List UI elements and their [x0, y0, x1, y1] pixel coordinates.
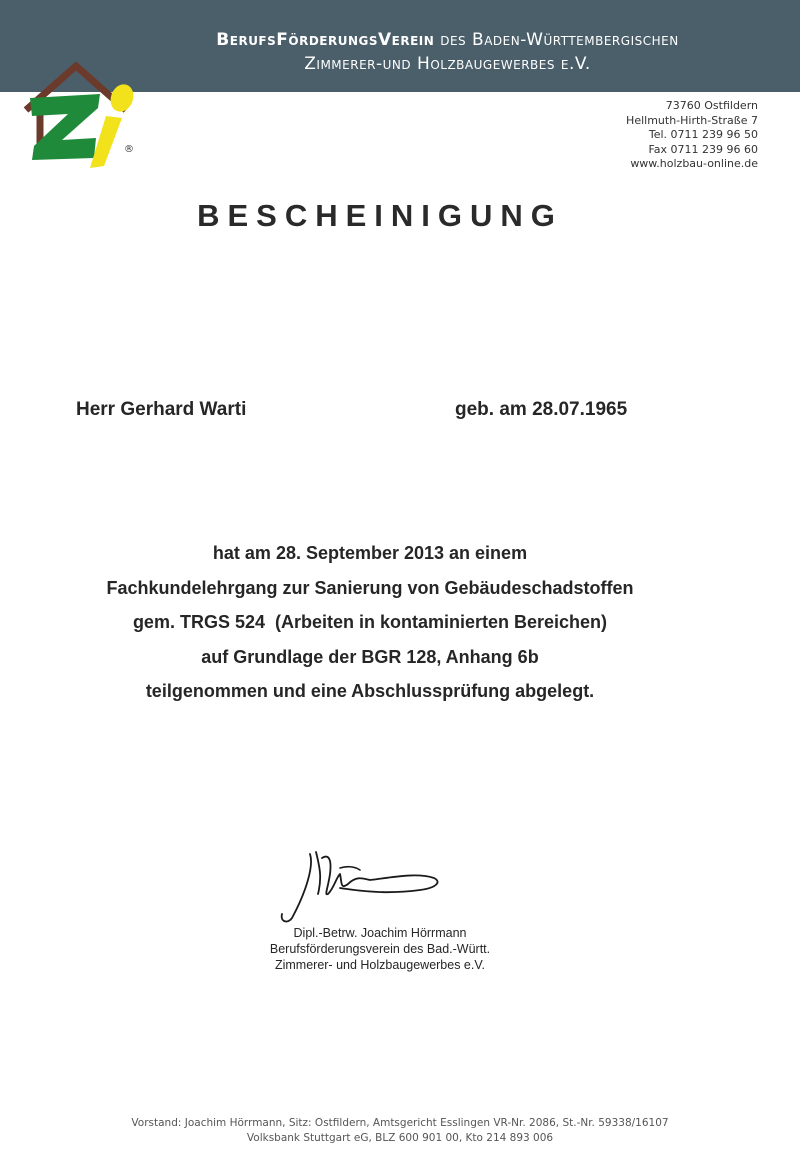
- address-block: [626, 99, 758, 172]
- organization-name-line1: [0, 30, 800, 50]
- address-city: 73760 Ostfildern: [665, 99, 758, 112]
- body-line: hat am 28. September 2013 an einem: [212, 543, 528, 563]
- logo-i-dot: [107, 81, 137, 115]
- recipient-name: Herr Gerhard Warti: [76, 399, 247, 420]
- address-website: www.holzbau-online.de: [630, 157, 758, 170]
- signer-name: Dipl.-Betrw. Joachim Hörrmann: [293, 926, 467, 940]
- zi-logo: [18, 60, 138, 170]
- address-fax: Fax 0711 239 96 60: [648, 142, 758, 156]
- body-line: auf Grundlage der BGR 128, Anhang 6b: [201, 646, 539, 667]
- handwritten-signature: [270, 848, 450, 926]
- document-title: BESCHEINIGUNG: [197, 198, 563, 233]
- footer: [0, 1116, 800, 1146]
- certificate-body: [0, 536, 740, 709]
- footer-board-info: Vorstand: Joachim Hörrmann, Sitz: Ostfildern, Amtsgericht Esslingen VR-Nr. 2086, St.-Nr. 59338/16107: [131, 1117, 669, 1129]
- recipient-birthdate: geb. am 28.07.1965: [455, 399, 628, 420]
- body-line: gem. TRGS 524 (Arbeiten in kontaminierten Bereichen): [132, 612, 608, 632]
- signer-organization: Berufsförderungsverein des Bad.-Württ.: [269, 942, 491, 956]
- signer-organization-2: Zimmerer- und Holzbaugewerbes e.V.: [274, 958, 486, 972]
- body-line: Fachkundelehrgang zur Sanierung von Gebäudeschadstoffen: [106, 577, 634, 598]
- organization-name-rest: des Baden-Württembergischen: [434, 30, 679, 50]
- organization-name-line2-text: Zimmerer-und Holzbaugewerbes e.V.: [304, 54, 591, 74]
- address-phone: Tel. 0711 239 96 50: [648, 128, 758, 141]
- signer-block: [230, 925, 530, 973]
- organization-name-bold: BerufsFörderungsVerein: [216, 30, 435, 50]
- logo-registered-mark: ®: [124, 144, 134, 155]
- footer-bank-info: Volksbank Stuttgart eG, BLZ 600 901 00, Kto 214 893 006: [246, 1132, 554, 1144]
- body-line: teilgenommen und eine Abschlussprüfung abgelegt.: [145, 681, 595, 701]
- address-street: Hellmuth-Hirth-Straße 7: [626, 113, 758, 127]
